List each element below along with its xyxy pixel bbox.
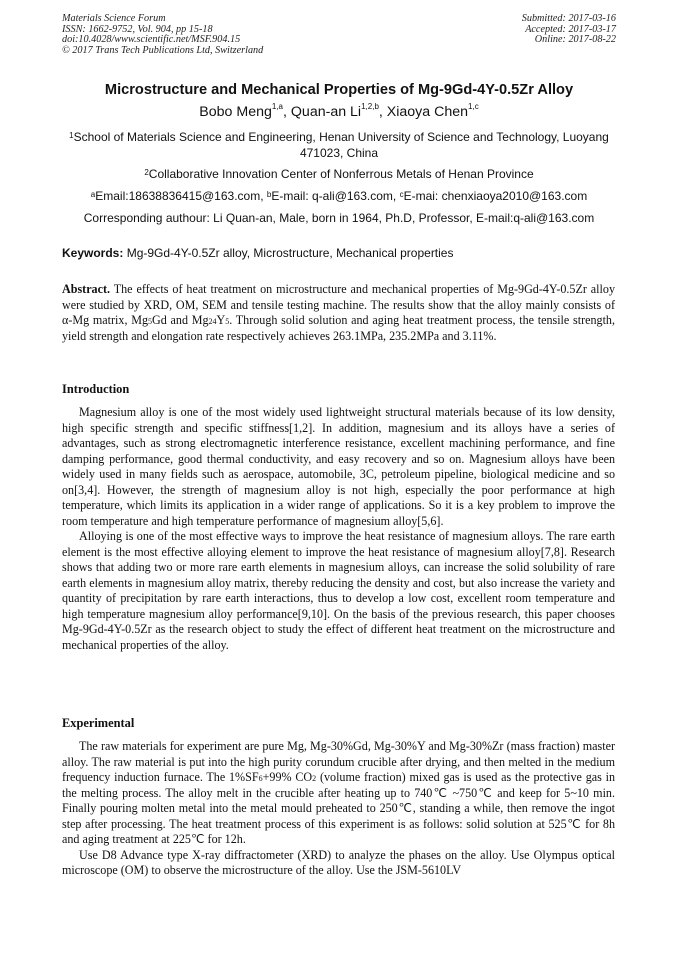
introduction-body [62,405,615,653]
subscript: 5 [148,317,153,326]
abstract [62,282,615,344]
corresponding-author: Corresponding authour: Li Quan-an, Male, born in 1964, Ph.D, Professor, E-mail:q-ali@163.com [83,211,595,225]
issn: ISSN: 1662-9752, Vol. 904, pp 15-18 [62,23,213,35]
keywords-text: Mg-9Gd-4Y-0.5Zr alloy, Microstructure, Mechanical properties [123,246,454,260]
author-emails [50,189,628,205]
affiliation-1 [50,130,628,161]
doi: doi:10.4028/www.scientific.net/MSF.904.15 [62,34,241,45]
email-sup: a [90,190,96,199]
author-sup: 1,c [468,102,479,111]
keywords [62,246,453,260]
copyright: © 2017 Trans Tech Publications Ltd, Switzerland [62,44,264,56]
submitted-date: Submitted: 2017-03-16 [521,13,616,24]
paragraph: Use D8 Advance type X-ray diffractometer (XRD) to analyze the phases on the alloy. Use Olympus optical microscope (OM) to observe the microstructure of the alloy. Use the JSM-5610LV [62,847,615,877]
paragraph [62,739,615,848]
email-text: Email:18638836415@163.com, [95,189,267,203]
journal-info [62,14,263,56]
paragraph: Alloying is one of the most effective ways to improve the heat resistance of magnesium alloys. The rare earth element is the most effective alloying element to improve the heat resistance of magnesium alloy[7,8]. Research shows that adding two or more rare earth elements in magnesium alloys, can increase the solid solubility of rare earth elements in magnesium alloy matrix, thereby reducing the density and cost, but also increase the variety and quantity of precipitation by rare earth interactions, thus to develop a low cost, excellent room temperature and high temperature magnesium alloy performance[9,10]. On the basis of the previous research, this paper chooses Mg-9Gd-4Y-0.5Zr as the research object to study the effect of different heat treatment on the microstructure and mechanical properties of the alloy. [62,529,615,652]
abstract-text: Y [216,313,226,327]
aff-text: School of Materials Science and Engineering, Henan University of Science and Technology, Luoyang 471023, China [73,130,609,160]
author-name: Bobo Meng [199,104,272,120]
subscript: 24 [208,317,217,326]
publication-dates [522,14,616,46]
paragraph-text: (volume fraction) mixed gas is used as the protective gas in the melting process. The alloy melt in the crucible after heating up to 740℃ ~750℃ and keep for 5~10 min. Finally pouring molten metal into the metal mould preheated to 250℃, standing a while, then remove the ingot step after processing. The heat treatment process of this experiment is as follows: solid solution at 525℃ for 8h and aging treatment at 225℃ for 12h. [62,770,616,846]
online-date: Online: 2017-08-22 [534,34,616,45]
author-name: Quan-an Li [290,104,362,120]
paragraph: Magnesium alloy is one of the most widely used lightweight structural materials because of its low density, high specific strength and specific stiffness[1,2]. In addition, magnesium and its alloys have a series of advantages, such as strong electromagnetic interference resistance, excellent machining performance, and fine damping performance, good thermal conductivity, and easy recovery and so on. Magnesium alloys have been widely used in many fields such as aerospace, automobile, 3C, petroleum pipeline, biological medicine and so on[3,4]. However, the strength of magnesium alloy is not high, especially the poor performance at high temperature, which limits its application in a wider range of applications. So it is a key problem to improve the room temperature and high temperature performance of magnesium alloy[5,6]. [62,405,615,528]
abstract-text: The effects of heat treatment on microstructure and mechanical properties of Mg-9Gd-4Y-0.5Zr alloy were studied by XRD, OM, SEM and tensile testing machine. The results show that the alloy mainly consists of α-Mg matrix, Mg [62,282,615,327]
subscript: 6 [258,774,263,783]
aff-sup: 1 [69,131,74,140]
introduction-heading: Introduction [62,382,130,396]
author-sup: 1,a [271,102,283,111]
aff-text: Collaborative Innovation Center of Nonferrous Metals of Henan Province [148,167,534,181]
subscript: 2 [312,774,317,783]
email-sup: c [399,190,404,199]
abstract-text: . Through solid solution and aging heat treatment process, the tensile strength, yield strength and elongation rate respectively achieves 263.1MPa, 235.2MPa and 3.11%. [62,313,615,343]
author-name: Xiaoya Chen [386,104,469,120]
abstract-label: Abstract. [62,282,111,296]
affiliation-2 [50,167,628,183]
experimental-heading: Experimental [62,716,135,730]
paragraph-text: +99% CO [262,770,313,784]
email-sup: b [266,190,272,199]
email-text: E-mai: chenxiaoya2010@163.com [403,189,588,203]
email-text: E-mail: q-ali@163.com, [271,189,400,203]
aff-sup: 2 [144,168,149,177]
author-list: Bobo Meng$^{1,a}$, Quan-an Li$^{1,2,b}$, Xiaoya Chen$^{1,c}$ [199,102,479,120]
accepted-date: Accepted: 2017-03-17 [525,23,616,35]
journal-name: Materials Science Forum [62,13,166,24]
subscript: 5 [225,317,230,326]
abstract-text: Gd and Mg [152,313,209,327]
paper-title: Microstructure and Mechanical Properties of Mg-9Gd-4Y-0.5Zr Alloy [104,82,574,98]
author-sup: 1,2,b [361,102,379,111]
keywords-label: Keywords: [62,246,124,260]
paragraph-text: The raw materials for experiment are pure Mg, Mg-30%Gd, Mg-30%Y and Mg-30%Zr (mass fraction) master alloy. The raw material is put into the high purity corundum crucible after drying, and then melted in the medium frequency induction furnace. The 1%SF [62,739,615,784]
experimental-body [62,739,615,879]
